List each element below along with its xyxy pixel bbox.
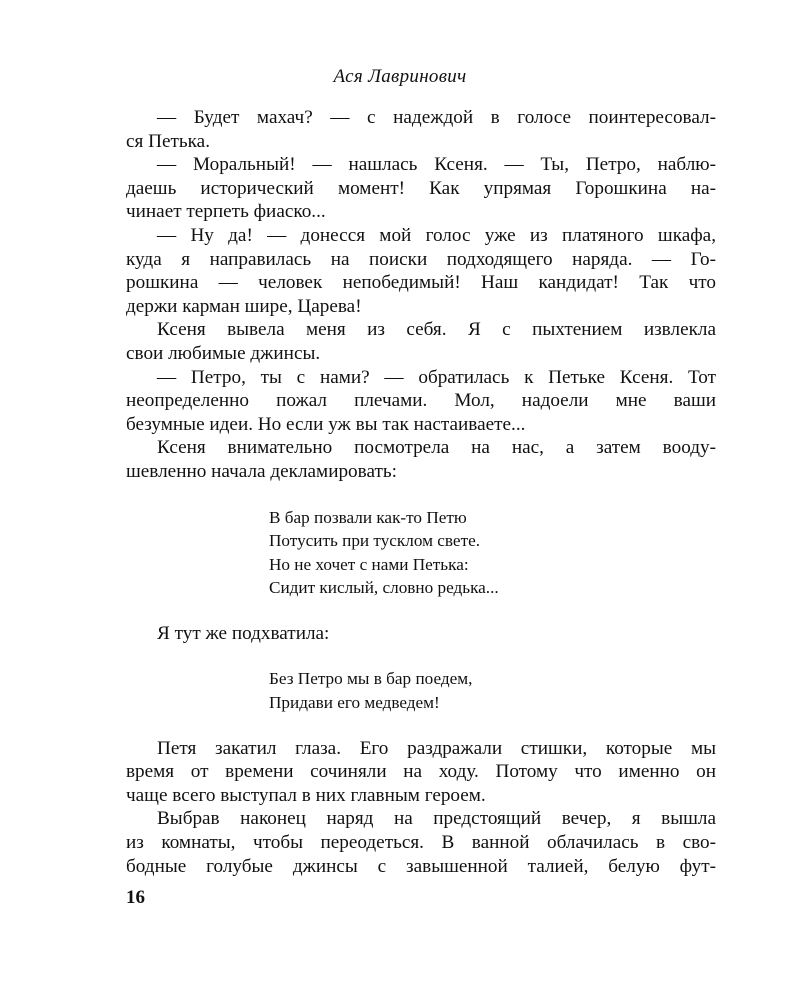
text-line: свои любимые джинсы. xyxy=(126,342,321,364)
text-line: бодные голубые джинсы с завышенной талией, белую фут- xyxy=(126,855,716,877)
text-line: держи карман шире, Царева! xyxy=(126,295,362,317)
text-line: — Петро, ты с нами? — обратилась к Петьке Ксеня. Тот xyxy=(157,366,716,388)
text-line: неопределенно пожал плечами. Мол, надоели мне ваши xyxy=(126,390,716,412)
poem-line: Придави его медведем! xyxy=(269,693,440,713)
poem-line: Потусить при тусклом свете. xyxy=(269,531,480,551)
poem-line: В бар позвали как-то Петю xyxy=(269,507,467,527)
text-line: даешь исторический момент! Как упрямая Горошкина на- xyxy=(126,177,716,199)
poem-line: Без Петро мы в бар поедем, xyxy=(269,669,473,689)
poem-line: Но не хочет с нами Петька: xyxy=(269,554,469,574)
text-line: Петя закатил глаза. Его раздражали стишки, которые мы xyxy=(157,737,716,759)
text-line: куда я направилась на поиски подходящего наряда. — Го- xyxy=(126,248,716,270)
text-line: время от времени сочиняли на ходу. Потому что именно он xyxy=(126,761,716,783)
page-number: 16 xyxy=(126,887,145,908)
text-line: Я тут же подхватила: xyxy=(157,622,330,644)
text-line: из комнаты, чтобы переодеться. В ванной облачилась в сво- xyxy=(126,832,716,854)
text-line: рошкина — человек непобедимый! Наш кандидат! Так что xyxy=(126,272,716,294)
text-line: ся Петька. xyxy=(126,130,210,152)
text-line: безумные идеи. Но если уж вы так настаиваете... xyxy=(126,413,526,435)
text-line: Ксеня внимательно посмотрела на нас, а затем вооду- xyxy=(157,437,716,459)
text-line: — Будет махач? — с надеждой в голосе поинтересовал- xyxy=(157,107,716,128)
text-line: чинает терпеть фиаско... xyxy=(126,201,326,223)
text-line: чаще всего выступал в них главным героем. xyxy=(126,784,486,806)
text-line: Ксеня вывела меня из себя. Я с пыхтением извлекла xyxy=(157,319,716,341)
running-header-author: Ася Лавринович xyxy=(333,66,467,87)
text-line: Выбрав наконец наряд на предстоящий вечер, я вышла xyxy=(157,808,716,830)
text-line: шевленно начала декламировать: xyxy=(126,460,397,482)
poem-line: Сидит кислый, словно редька... xyxy=(269,578,499,598)
page-body xyxy=(126,106,716,878)
text-line: — Моральный! — нашлась Ксеня. — Ты, Петро, наблю- xyxy=(157,154,716,176)
text-line: — Ну да! — донесся мой голос уже из платяного шкафа, xyxy=(157,224,716,246)
